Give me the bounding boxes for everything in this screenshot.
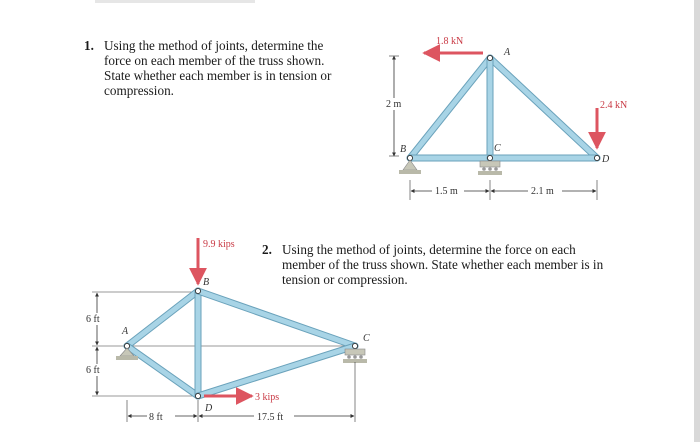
load-top-label: 9.9 kips	[203, 239, 235, 250]
span-left-label: 1.5 m	[435, 186, 458, 197]
problem-1-text: Using the method of joints, determine the force on each member of the truss shown. State whether each member is in tension or compression.	[104, 38, 332, 98]
joint-C-label: C	[494, 143, 501, 154]
joint-B-pin	[195, 288, 200, 293]
joint-B-label: B	[400, 144, 407, 155]
span-right-label: 2.1 m	[531, 186, 554, 197]
joint-B-label: B	[203, 277, 210, 288]
problem-1-number: 1.	[84, 38, 94, 53]
joint-D-label: D	[602, 154, 610, 165]
joint-D-pin	[195, 393, 200, 398]
joint-C-pin	[352, 343, 357, 348]
load-right-label: 2.4 kN	[600, 100, 628, 111]
joint-A-label: A	[122, 326, 129, 337]
height-label: 2 m	[386, 99, 402, 110]
load-right-label: 3 kips	[255, 392, 280, 403]
problem-2-text: Using the method of joints, determine the force on each member of the truss shown. State whether each member is in tension or compression.	[282, 242, 604, 287]
joint-D-label: D	[205, 403, 213, 414]
support-C-roller	[343, 349, 367, 363]
span-right-label: 17.5 ft	[257, 412, 284, 423]
height-lower-label: 6 ft	[86, 365, 100, 376]
height-upper-label: 6 ft	[86, 314, 100, 325]
truss-2-members	[127, 291, 355, 396]
joint-A-label: A	[504, 47, 511, 58]
load-top-label: 1.8 kN	[436, 36, 464, 47]
span-left-label: 8 ft	[149, 412, 163, 423]
problem-2-number: 2.	[262, 242, 272, 257]
joint-C-label: C	[363, 333, 370, 344]
